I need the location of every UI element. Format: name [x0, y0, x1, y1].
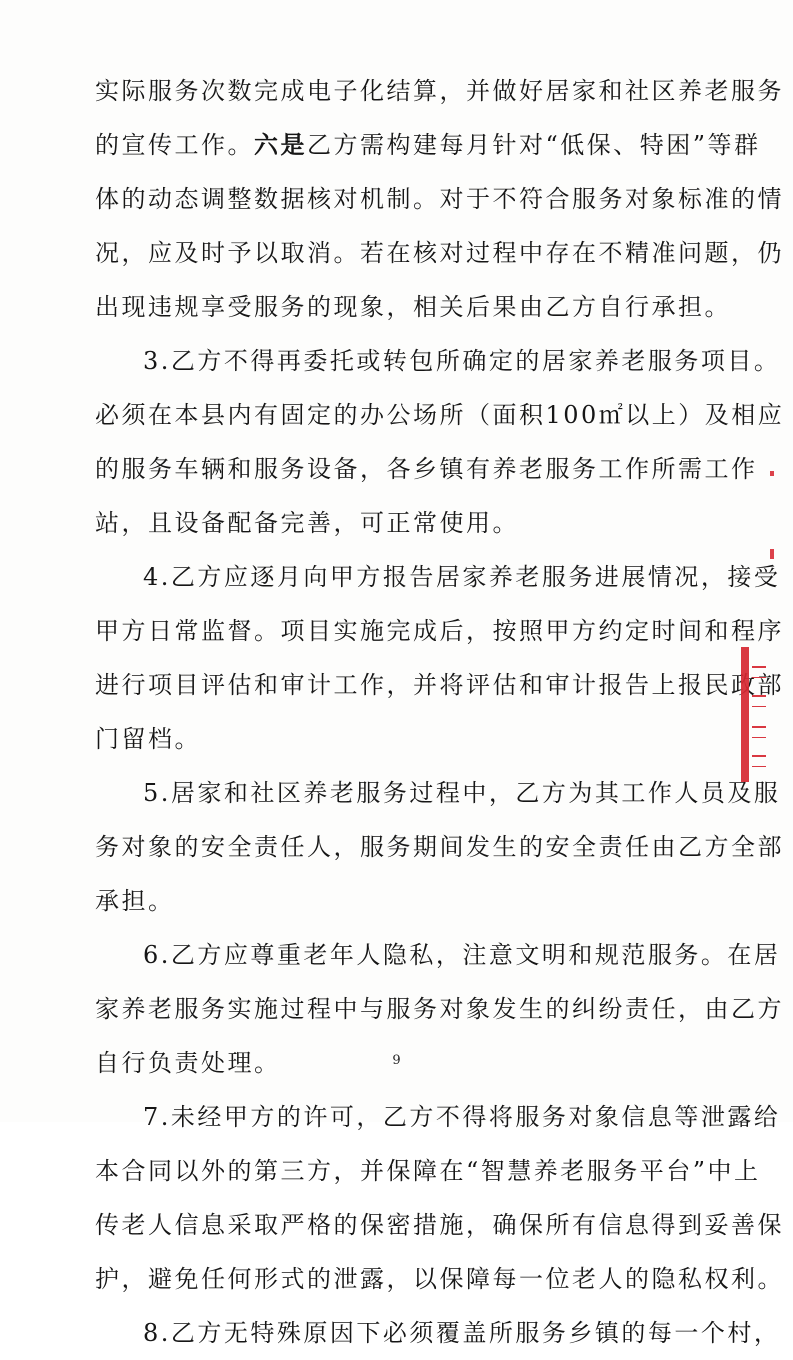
- emphasis-label: 六是: [254, 130, 307, 159]
- paragraph-line: 3.乙方不得再委托或转包所确定的居家养老服务项目。: [143, 347, 781, 375]
- paragraph-line: 务对象的安全责任人，服务期间发生的安全责任由乙方全部: [95, 833, 784, 861]
- paragraph-line: 自行负责处理。: [95, 1049, 281, 1077]
- paragraph-line: [95, 118, 761, 172]
- paragraph-clause-4: [95, 550, 784, 766]
- paragraph-line: 进行项目评估和审计工作，并将评估和审计报告上报民政部: [95, 671, 784, 699]
- paragraph-clause-7: [95, 1090, 784, 1306]
- paragraph-line: 体的动态调整数据核对机制。对于不符合服务对象标准的情: [95, 185, 784, 213]
- red-stamp-fragment: [770, 471, 774, 476]
- paragraph-line: 站，且设备配备完善，可正常使用。: [95, 509, 519, 537]
- paragraph-line: 7.未经甲方的许可，乙方不得将服务对象信息等泄露给: [143, 1103, 781, 1131]
- document-body: [95, 64, 785, 1360]
- paragraph-line: 门留档。: [95, 725, 201, 753]
- paragraph-line: 承担。: [95, 887, 175, 915]
- paragraph-clause-5: [95, 766, 784, 928]
- paragraph-line: 8.乙方无特殊原因下必须覆盖所服务乡镇的每一个村，: [143, 1319, 781, 1347]
- page-number: 9: [392, 1053, 401, 1068]
- paragraph-line-segment: 乙方需构建每月针对“低保、特困”等群: [307, 131, 761, 159]
- paragraph-service-settlement: [95, 64, 784, 334]
- red-stamp-fragment: [770, 549, 774, 559]
- red-stamp-stroke: [752, 755, 766, 767]
- paragraph-line: 甲方日常监督。项目实施完成后，按照甲方约定时间和程序: [95, 617, 784, 645]
- paragraph-line-segment: 的宣传工作。: [95, 131, 254, 159]
- paragraph-line: 6.乙方应尊重老年人隐私，注意文明和规范服务。在居: [143, 941, 781, 969]
- paragraph-line: 4.乙方应逐月向甲方报告居家养老服务进展情况，接受: [143, 563, 781, 591]
- paragraph-line: 实际服务次数完成电子化结算，并做好居家和社区养老服务: [95, 77, 784, 105]
- paragraph-line: 本合同以外的第三方，并保障在“智慧养老服务平台”中上: [95, 1157, 761, 1185]
- red-stamp-stroke: [752, 726, 766, 738]
- paragraph-line: 传老人信息采取严格的保密措施，确保所有信息得到妥善保: [95, 1211, 784, 1239]
- paragraph-line: 5.居家和社区养老服务过程中，乙方为其工作人员及服: [143, 779, 781, 807]
- paragraph-line: 出现违规享受服务的现象，相关后果由乙方自行承担。: [95, 293, 731, 321]
- red-stamp-stroke: [752, 666, 766, 678]
- red-stamp-stroke: [752, 695, 766, 707]
- paragraph-line: 家养老服务实施过程中与服务对象发生的纠纷责任，由乙方: [95, 995, 784, 1023]
- paragraph-clause-8: [95, 1306, 781, 1360]
- paragraph-line: 护，避免任何形式的泄露，以保障每一位老人的隐私权利。: [95, 1265, 784, 1293]
- paragraph-line: 况，应及时予以取消。若在核对过程中存在不精准问题，仍: [95, 239, 784, 267]
- paragraph-line: 的服务车辆和服务设备，各乡镇有养老服务工作所需工作: [95, 455, 758, 483]
- paragraph-line: 必须在本县内有固定的办公场所（面积100㎡以上）及相应: [95, 401, 785, 429]
- paragraph-clause-3: [95, 334, 785, 550]
- red-stamp-edge: [741, 647, 777, 782]
